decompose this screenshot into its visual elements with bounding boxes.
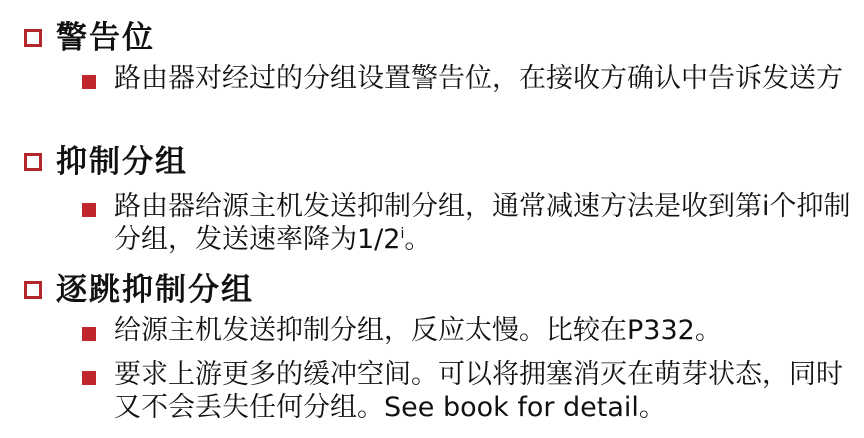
filled-square-bullet-icon — [82, 327, 96, 341]
bullet-text: 路由器对经过的分组设置警告位，在接收方确认中告诉发送方 — [114, 63, 843, 94]
filled-square-bullet-icon — [82, 203, 96, 217]
section-heading: 抑制分组 — [56, 144, 188, 180]
bullet-item — [82, 358, 854, 424]
section-heading-row — [24, 270, 254, 310]
section-heading-row — [24, 18, 155, 58]
section-heading: 逐跳抑制分组 — [56, 272, 254, 308]
filled-square-bullet-icon — [82, 75, 96, 89]
bullet-text-tail: 。 — [404, 224, 432, 255]
hollow-square-marker-icon — [24, 281, 42, 299]
bullet-item — [82, 190, 854, 256]
section-hop-by-hop-choke — [24, 270, 254, 310]
bullet-item — [82, 314, 854, 347]
bullet-text-main: 路由器给源主机发送抑制分组，通常减速方法是收到第i个抑制分组，发送速率降为1/2 — [114, 191, 851, 255]
bullet-text: 给源主机发送抑制分组，反应太慢。比较在P332。 — [114, 315, 722, 346]
hollow-square-marker-icon — [24, 153, 42, 171]
bullet-item — [82, 62, 854, 95]
section-heading-row — [24, 142, 188, 182]
hollow-square-marker-icon — [24, 29, 42, 47]
section-warning-bit — [24, 18, 155, 58]
bullet-text-superscript: i — [400, 226, 405, 242]
section-heading: 警告位 — [56, 20, 155, 56]
section-choke-packet — [24, 142, 188, 182]
bullet-text: 要求上游更多的缓冲空间。可以将拥塞消灭在萌芽状态，同时又不会丢失任何分组。See book for detail。 — [114, 359, 843, 423]
filled-square-bullet-icon — [82, 371, 96, 385]
bullet-text — [114, 190, 854, 256]
